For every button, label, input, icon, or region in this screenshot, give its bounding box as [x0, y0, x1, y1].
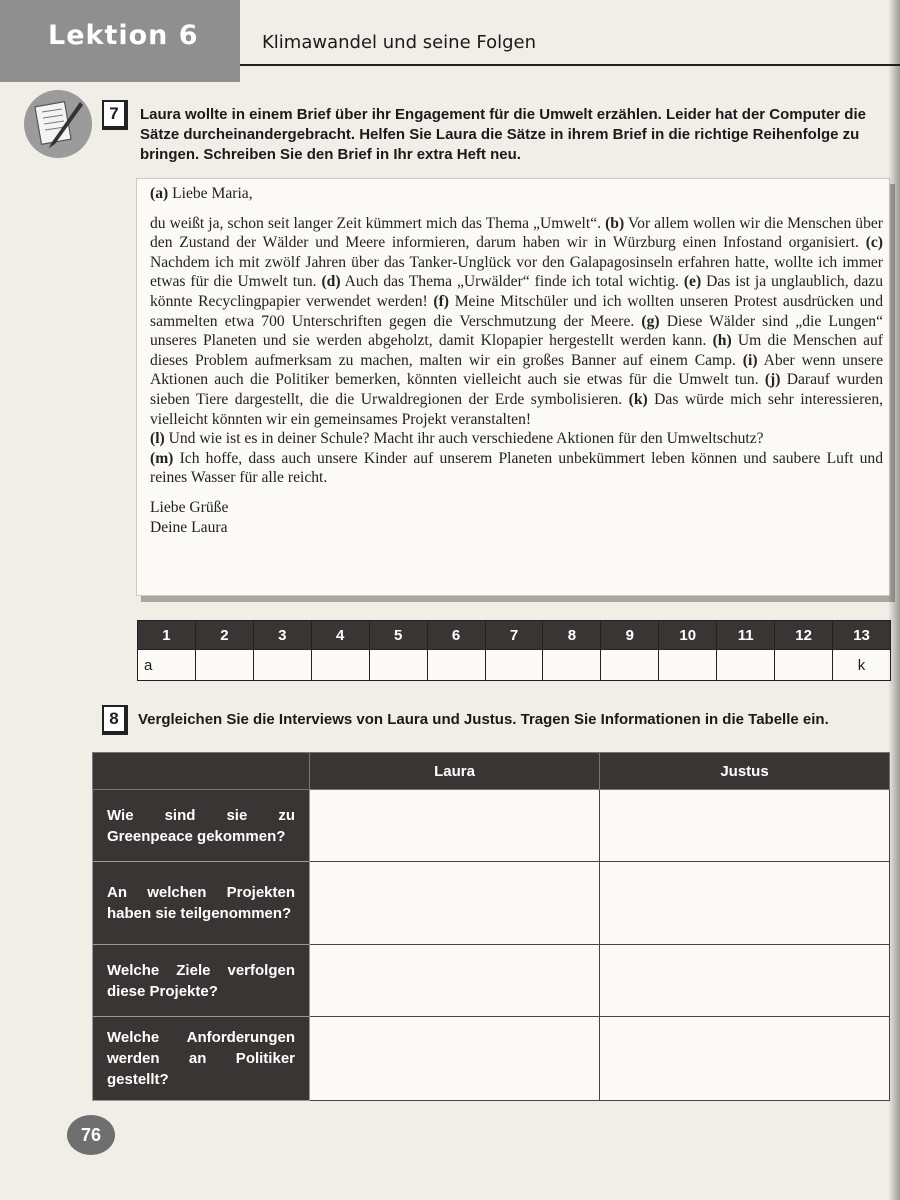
table-row [93, 790, 890, 862]
answer-cell[interactable] [311, 650, 369, 681]
letter-body-paragraph [150, 214, 883, 430]
grid-number: 6 [427, 621, 485, 650]
sentence-label: (b) [605, 214, 625, 232]
sentence-text: Und wie ist es in deiner Schule? Macht ihr auch verschiedene Aktionen für den Umweltschutz? [168, 430, 764, 448]
sentence-text: Meine Mitschüler und ich wollten unseren Protest ausdrücken und sammelten etwa 700 Unterschriften gegen die Verschmutzung der Meere. [150, 292, 883, 330]
sentence-text: du weißt ja, schon seit langer Zeit kümmert mich das Thema „Umwelt“. [150, 214, 602, 232]
grid-number: 8 [543, 621, 601, 650]
header-laura: Laura [310, 753, 600, 790]
letter-text [150, 184, 883, 537]
grid-number: 3 [253, 621, 311, 650]
table-row [93, 945, 890, 1017]
grid-number: 2 [195, 621, 253, 650]
sentence-text: Diese Wälder sind „die Lungen“ unseres Planeten und sie werden abgeholzt, damit Klopapier hergestellt werden kann. [150, 312, 883, 350]
letter-signature: Deine Laura [150, 518, 228, 536]
sentence-label: (i) [742, 351, 758, 369]
grid-number-row [138, 621, 891, 650]
grid-number: 7 [485, 621, 543, 650]
sentence-label: (j) [764, 371, 781, 389]
sentence-text: Ich hoffe, dass auch unsere Kinder auf unserem Planeten unbekümmert leben können und saubere Luft und reines Wasser für alle reicht. [150, 449, 883, 487]
answer-cell-laura[interactable] [310, 1017, 600, 1101]
answer-cell[interactable] [659, 650, 717, 681]
letter-paragraph-l [150, 429, 883, 449]
lektion-label: Lektion 6 [48, 20, 199, 51]
writing-exercise-icon [22, 88, 94, 160]
task-7-instruction: Laura wollte in einem Brief über ihr Engagement für die Umwelt erzählen. Leider hat der Computer die Sätze durcheinandergebracht. Helfen Sie Laura die Sätze in ihrem Brief in die richtige Reihenfolge zu bringen. Schreiben Sie den Brief in Ihr extra Heft neu. [140, 106, 866, 163]
answer-cell[interactable] [717, 650, 775, 681]
answer-cell[interactable] [485, 650, 543, 681]
table-row [93, 1017, 890, 1101]
sentence-text: Das ist ja unglaublich, dazu könnte Recyclingpapier verwendet werden! [150, 273, 883, 310]
sentence-label: (m) [150, 449, 174, 467]
answer-cell-justus[interactable] [600, 862, 890, 945]
greeting-text: Liebe Maria, [172, 185, 253, 202]
grid-number: 11 [717, 621, 775, 650]
chapter-title: Klimawandel und seine Folgen [262, 32, 537, 53]
letter-greeting [150, 184, 883, 204]
sentence-text: Darauf wurden sieben Tiere dargestellt, die die Urwaldregionen der Erde symbolisieren. [150, 371, 883, 408]
header-divider [240, 64, 900, 66]
sentence-text: Nachdem ich mit zwölf Jahren über das Tanker-Unglück vor den Galapagosinseln erfahren hatte, wollte ich immer etwas für die Umwelt tun. [150, 253, 883, 291]
letter-paragraph-m [150, 449, 883, 488]
sentence-label: (e) [683, 273, 702, 291]
answer-cell-justus[interactable] [600, 1017, 890, 1101]
lektion-tab [0, 0, 240, 82]
question-cell: An welchen Projekten haben sie teilgenommen? [93, 862, 310, 945]
table-row [93, 862, 890, 945]
answer-cell[interactable] [543, 650, 601, 681]
sentence-label: (k) [628, 390, 648, 408]
sentence-text: Das würde mich sehr interessieren, vielleicht könnten wir ein gemeinsames Projekt veranstalten! [150, 390, 884, 428]
sentence-label: (l) [150, 430, 165, 448]
page-edge-shadow [888, 0, 900, 1200]
answer-cell[interactable]: a [138, 650, 196, 681]
interview-comparison-table [92, 752, 890, 1101]
task-8-number: 8 [102, 705, 128, 735]
question-cell: Welche Anforderungen werden an Politiker gestellt? [93, 1017, 310, 1101]
grid-number: 10 [659, 621, 717, 650]
task-7-number: 7 [102, 100, 128, 130]
answer-cell-laura[interactable] [310, 945, 600, 1017]
question-cell: Welche Ziele verfolgen diese Projekte? [93, 945, 310, 1017]
answer-cell-laura[interactable] [310, 862, 600, 945]
letter-closing: Liebe Grüße [150, 498, 229, 516]
sentence-label: (g) [641, 312, 660, 330]
question-cell: Wie sind sie zu Greenpeace gekommen? [93, 790, 310, 862]
answer-cell-justus[interactable] [600, 945, 890, 1017]
sentence-label: (d) [321, 273, 341, 291]
answer-cell[interactable] [601, 650, 659, 681]
answer-cell[interactable] [369, 650, 427, 681]
sentence-label: (h) [712, 332, 732, 350]
sentence-text: Aber wenn unsere Aktionen auch die Politiker bemerken, könnten vielleicht auch sie etwas für die Umwelt tun. [150, 351, 883, 389]
answer-cell[interactable] [775, 650, 833, 681]
table-header-row [93, 753, 890, 790]
grid-number: 1 [138, 621, 196, 650]
header-corner [93, 753, 310, 790]
answer-cell-justus[interactable] [600, 790, 890, 862]
sentence-label: (f) [433, 292, 449, 310]
page-number: 76 [67, 1115, 115, 1155]
grid-answer-row [138, 650, 891, 681]
sentence-text: Vor allem wollen wir die Menschen über den Zustand der Wälder und Meere informieren, darum haben wir in Würzburg einen Infostand organisiert. [150, 214, 883, 252]
answer-cell[interactable]: k [833, 650, 891, 681]
sentence-text: Auch das Thema „Urwälder“ finde ich total wichtig. [344, 273, 679, 291]
grid-number: 12 [775, 621, 833, 650]
answer-cell[interactable] [253, 650, 311, 681]
header-justus: Justus [600, 753, 890, 790]
grid-number: 9 [601, 621, 659, 650]
sentence-label: (c) [865, 234, 883, 252]
sentence-label: (a) [150, 185, 169, 202]
sentence-text: Um die Menschen auf dieses Problem aufmerksam zu machen, malten wir ein großes Banner auf einem Camp. [150, 332, 883, 369]
task-8-instruction: Vergleichen Sie die Interviews von Laura und Justus. Tragen Sie Informationen in die Tabelle ein. [138, 711, 829, 728]
answer-cell[interactable] [427, 650, 485, 681]
grid-number: 4 [311, 621, 369, 650]
order-answer-grid [137, 620, 891, 681]
answer-cell-laura[interactable] [310, 790, 600, 862]
grid-number: 5 [369, 621, 427, 650]
grid-number: 13 [833, 621, 891, 650]
answer-cell[interactable] [195, 650, 253, 681]
